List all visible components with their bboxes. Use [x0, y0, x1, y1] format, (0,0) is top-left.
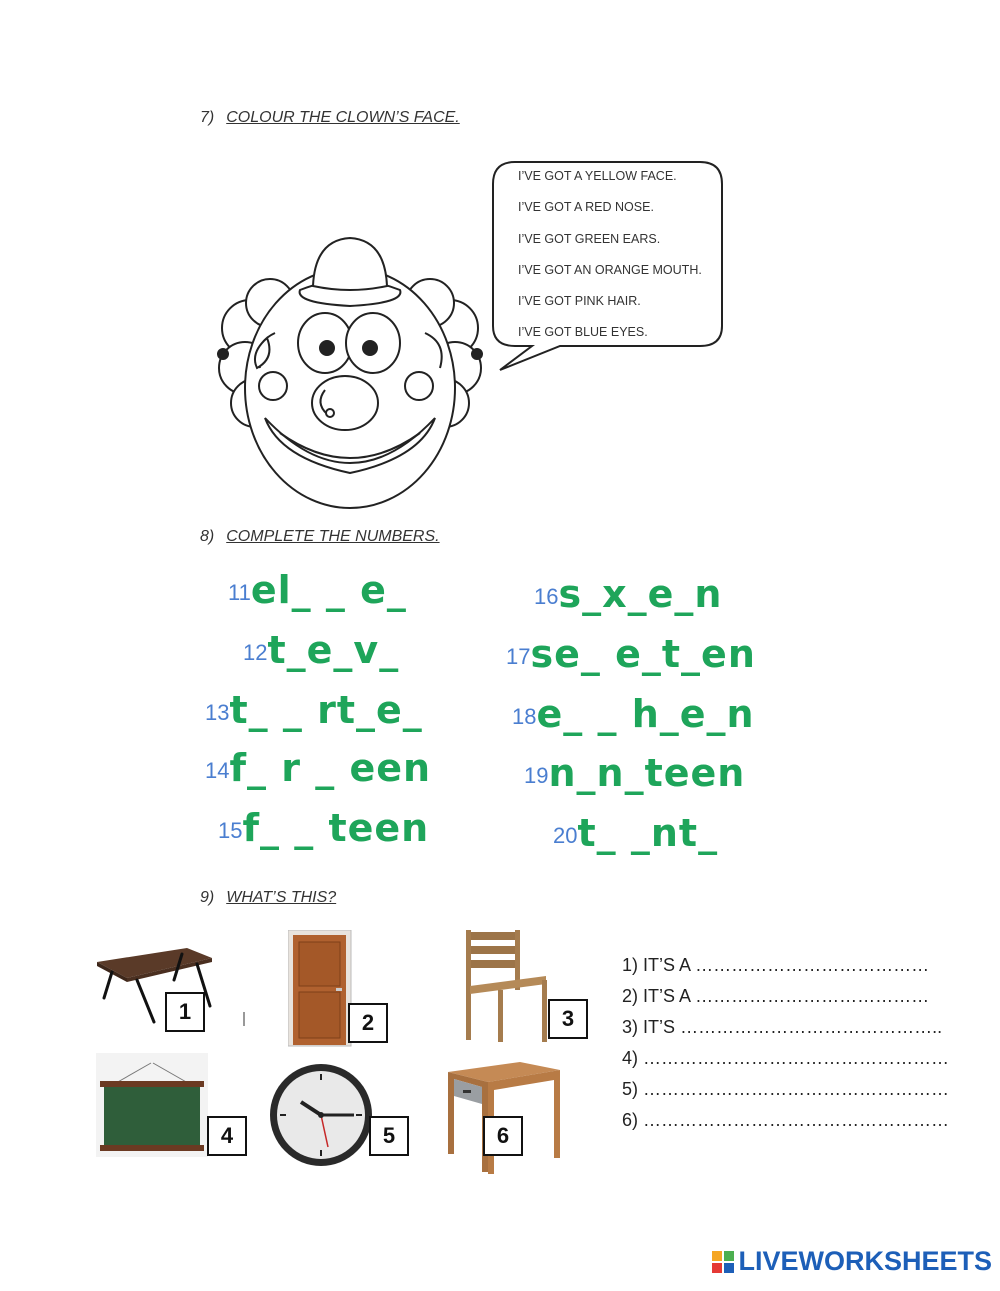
answer-blank[interactable]: ………………………………… [695, 986, 930, 1006]
liveworksheets-logo[interactable] [712, 1246, 992, 1277]
section-title: WHAT’S THIS? [226, 889, 337, 906]
answer-line-6[interactable] [622, 1107, 949, 1138]
picture-label-5: 5 [369, 1116, 409, 1156]
answer-line-2[interactable] [622, 983, 949, 1014]
section-number: 7) [200, 109, 215, 126]
clown-face-drawing [205, 228, 495, 518]
section-number: 9) [200, 889, 215, 906]
answer-list [622, 952, 949, 1138]
number-word-puzzle: f_ r _ een [229, 746, 432, 790]
section-title: COLOUR THE CLOWN’S FACE. [226, 109, 460, 126]
number-item-19[interactable] [524, 751, 745, 795]
section-number: 8) [200, 528, 215, 545]
number-word-puzzle: se_ e_t_en [530, 632, 756, 676]
number-label: 19 [524, 763, 549, 788]
picture-label-2: 2 [348, 1003, 388, 1043]
number-label: 11 [228, 580, 251, 605]
number-label: 12 [243, 640, 268, 665]
answer-line-5[interactable] [622, 1076, 949, 1107]
answer-line-1[interactable] [622, 952, 949, 983]
number-word-puzzle: f_ _ teen [242, 806, 430, 850]
bubble-line: I’VE GOT PINK HAIR. [518, 294, 641, 309]
picture-label-3: 3 [548, 999, 588, 1039]
answer-line-3[interactable] [622, 1014, 949, 1045]
number-label: 13 [205, 700, 230, 725]
number-word-puzzle: e_ _ h_e_n [536, 692, 755, 736]
answer-prefix: IT’S [643, 1017, 676, 1037]
answer-blank[interactable]: …………………………………….. [680, 1017, 943, 1037]
bubble-line: I’VE GOT AN ORANGE MOUTH. [518, 262, 702, 277]
section-9-heading [200, 889, 336, 907]
answer-line-4[interactable] [622, 1045, 949, 1076]
number-label: 16 [534, 584, 559, 609]
number-item-18[interactable] [512, 692, 755, 736]
speech-bubble-text [518, 168, 723, 356]
number-item-17[interactable] [506, 632, 756, 676]
number-item-13[interactable] [205, 688, 423, 732]
section-7-heading [200, 109, 460, 127]
logo-text: LIVEWORKSHEETS [738, 1246, 992, 1276]
section-title: COMPLETE THE NUMBERS. [226, 528, 440, 545]
number-label: 14 [205, 758, 230, 783]
picture-label-1: 1 [165, 992, 205, 1032]
number-label: 15 [218, 818, 243, 843]
divider-mark [243, 1012, 245, 1026]
answer-number: 2) [622, 986, 639, 1006]
answer-blank[interactable]: ………………………………… [695, 955, 930, 975]
clock-picture [268, 1062, 374, 1168]
number-word-puzzle: t_e_v_ [267, 628, 400, 672]
number-item-12[interactable] [243, 628, 399, 672]
answer-prefix: IT’S A [643, 986, 691, 1006]
answer-blank[interactable]: …………………………………………… [643, 1110, 950, 1130]
bubble-line: I’VE GOT GREEN EARS. [518, 231, 661, 246]
number-word-puzzle: s_x_e_n [558, 572, 723, 616]
answer-number: 1) [622, 955, 639, 975]
door-picture [288, 930, 353, 1048]
number-word-puzzle: n_n_teen [548, 751, 746, 795]
bubble-line: I’VE GOT A YELLOW FACE. [518, 169, 677, 183]
number-item-14[interactable] [205, 746, 431, 790]
answer-number: 6) [622, 1110, 639, 1130]
answer-blank[interactable]: …………………………………………… [643, 1079, 950, 1099]
number-word-puzzle: t_ _ rt_e_ [229, 688, 423, 732]
logo-icon [712, 1251, 734, 1273]
number-label: 17 [506, 644, 531, 669]
section-8-heading [200, 528, 440, 546]
picture-label-6: 6 [483, 1116, 523, 1156]
chalkboard-picture [96, 1053, 208, 1157]
bubble-line: I’VE GOT A RED NOSE. [518, 200, 654, 215]
number-label: 18 [512, 704, 537, 729]
number-word-puzzle: el_ _ e_ [250, 568, 407, 612]
answer-number: 4) [622, 1048, 639, 1068]
number-label: 20 [553, 823, 578, 848]
answer-prefix: IT’S A [643, 955, 691, 975]
number-word-puzzle: t_ _nt_ [577, 811, 719, 855]
number-item-16[interactable] [534, 572, 722, 616]
number-item-11[interactable] [228, 568, 407, 612]
answer-blank[interactable]: …………………………………………… [643, 1048, 950, 1068]
answer-number: 5) [622, 1079, 639, 1099]
number-item-20[interactable] [553, 811, 718, 855]
chair-picture [458, 928, 553, 1046]
bubble-line: I’VE GOT BLUE EYES. [518, 325, 648, 340]
answer-number: 3) [622, 1017, 639, 1037]
number-item-15[interactable] [218, 806, 429, 850]
picture-label-4: 4 [207, 1116, 247, 1156]
